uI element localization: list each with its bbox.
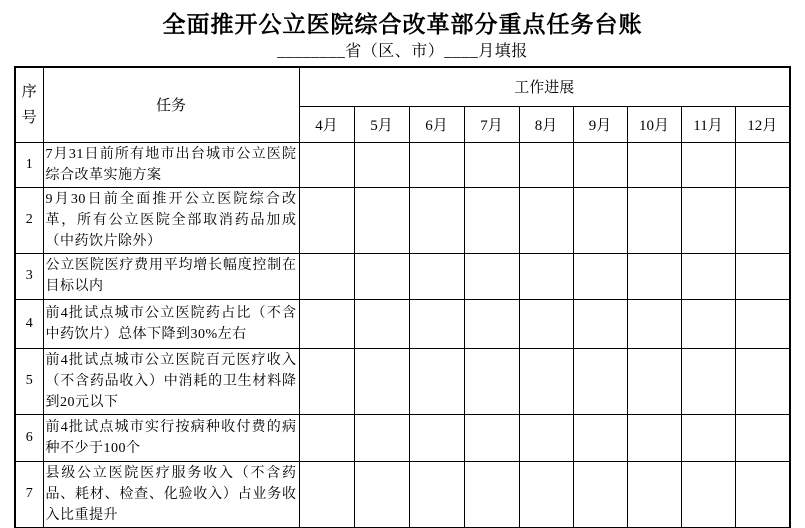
- progress-cell[interactable]: [519, 348, 573, 414]
- column-header-month-may: 5月: [354, 106, 409, 142]
- row-index: 4: [15, 299, 43, 348]
- progress-cell[interactable]: [681, 461, 735, 528]
- progress-cell[interactable]: [464, 414, 519, 461]
- subtitle-fill-in-line: ________省（区、市）____月填报: [277, 43, 528, 60]
- progress-cell[interactable]: [299, 414, 354, 461]
- progress-cell[interactable]: [573, 299, 627, 348]
- page-title: 全面推开公立医院综合改革部分重点任务台账: [162, 12, 643, 37]
- progress-cell[interactable]: [519, 142, 573, 187]
- progress-cell[interactable]: [627, 348, 681, 414]
- progress-cell[interactable]: [573, 142, 627, 187]
- progress-cell[interactable]: [409, 187, 464, 253]
- progress-cell[interactable]: [354, 142, 409, 187]
- table-row: [15, 299, 790, 348]
- progress-cell[interactable]: [681, 299, 735, 348]
- progress-cell[interactable]: [409, 461, 464, 528]
- progress-cell[interactable]: [354, 187, 409, 253]
- progress-cell[interactable]: [681, 142, 735, 187]
- progress-cell[interactable]: [354, 461, 409, 528]
- column-header-progress: 工作进展: [299, 67, 790, 106]
- progress-cell[interactable]: [464, 299, 519, 348]
- task-cell: 7月31日前所有地市出台城市公立医院综合改革实施方案: [43, 142, 299, 187]
- table-row: [15, 142, 790, 187]
- column-header-month-jun: 6月: [409, 106, 464, 142]
- task-ledger-table: [14, 66, 791, 528]
- row-index: 5: [15, 348, 43, 414]
- progress-cell[interactable]: [627, 414, 681, 461]
- row-index: 6: [15, 414, 43, 461]
- progress-cell[interactable]: [299, 461, 354, 528]
- column-header-month-aug: 8月: [519, 106, 573, 142]
- progress-cell[interactable]: [519, 187, 573, 253]
- progress-cell[interactable]: [627, 253, 681, 299]
- progress-cell[interactable]: [627, 187, 681, 253]
- progress-cell[interactable]: [409, 414, 464, 461]
- progress-cell[interactable]: [464, 348, 519, 414]
- progress-cell[interactable]: [627, 299, 681, 348]
- progress-cell[interactable]: [519, 461, 573, 528]
- progress-cell[interactable]: [573, 414, 627, 461]
- header-row-top: [15, 67, 790, 106]
- row-index: 1: [15, 142, 43, 187]
- task-cell: 县级公立医院医疗服务收入（不含药品、耗材、检查、化验收入）占业务收入比重提升: [43, 461, 299, 528]
- progress-cell[interactable]: [519, 253, 573, 299]
- progress-cell[interactable]: [519, 299, 573, 348]
- progress-cell[interactable]: [354, 348, 409, 414]
- progress-cell[interactable]: [681, 348, 735, 414]
- progress-cell[interactable]: [409, 142, 464, 187]
- progress-cell[interactable]: [735, 299, 790, 348]
- task-cell: 公立医院医疗费用平均增长幅度控制在目标以内: [43, 253, 299, 299]
- progress-cell[interactable]: [354, 414, 409, 461]
- progress-cell[interactable]: [299, 187, 354, 253]
- row-index: 3: [15, 253, 43, 299]
- progress-cell[interactable]: [735, 414, 790, 461]
- progress-cell[interactable]: [627, 461, 681, 528]
- column-header-month-dec: 12月: [735, 106, 790, 142]
- progress-cell[interactable]: [409, 253, 464, 299]
- task-cell: 前4批试点城市公立医院药占比（不含中药饮片）总体下降到30%左右: [43, 299, 299, 348]
- progress-cell[interactable]: [681, 414, 735, 461]
- progress-cell[interactable]: [573, 348, 627, 414]
- progress-cell[interactable]: [519, 414, 573, 461]
- row-index: 2: [15, 187, 43, 253]
- progress-cell[interactable]: [299, 348, 354, 414]
- table-row: [15, 187, 790, 253]
- progress-cell[interactable]: [464, 461, 519, 528]
- progress-cell[interactable]: [627, 142, 681, 187]
- progress-cell[interactable]: [409, 348, 464, 414]
- column-header-month-oct: 10月: [627, 106, 681, 142]
- progress-cell[interactable]: [735, 348, 790, 414]
- table-row: [15, 253, 790, 299]
- progress-cell[interactable]: [299, 299, 354, 348]
- column-header-index: 序号: [15, 67, 43, 142]
- row-index: 7: [15, 461, 43, 528]
- table-row: [15, 414, 790, 461]
- progress-cell[interactable]: [681, 187, 735, 253]
- progress-cell[interactable]: [354, 253, 409, 299]
- progress-cell[interactable]: [354, 299, 409, 348]
- progress-cell[interactable]: [735, 461, 790, 528]
- progress-cell[interactable]: [735, 142, 790, 187]
- column-header-month-nov: 11月: [681, 106, 735, 142]
- table-row: [15, 461, 790, 528]
- progress-cell[interactable]: [464, 253, 519, 299]
- column-header-month-apr: 4月: [299, 106, 354, 142]
- task-cell: 前4批试点城市公立医院百元医疗收入（不含药品收入）中消耗的卫生材料降到20元以下: [43, 348, 299, 414]
- progress-cell[interactable]: [299, 253, 354, 299]
- task-cell: 前4批试点城市实行按病种收付费的病种不少于100个: [43, 414, 299, 461]
- progress-cell[interactable]: [573, 461, 627, 528]
- progress-cell[interactable]: [735, 187, 790, 253]
- progress-cell[interactable]: [735, 253, 790, 299]
- progress-cell[interactable]: [409, 299, 464, 348]
- progress-cell[interactable]: [573, 253, 627, 299]
- column-header-month-jul: 7月: [464, 106, 519, 142]
- progress-cell[interactable]: [681, 253, 735, 299]
- table-row: [15, 348, 790, 414]
- column-header-task: 任务: [43, 67, 299, 142]
- progress-cell[interactable]: [464, 142, 519, 187]
- task-cell: 9月30日前全面推开公立医院综合改革，所有公立医院全部取消药品加成（中药饮片除外）: [43, 187, 299, 253]
- progress-cell[interactable]: [573, 187, 627, 253]
- progress-cell[interactable]: [299, 142, 354, 187]
- column-header-month-sep: 9月: [573, 106, 627, 142]
- progress-cell[interactable]: [464, 187, 519, 253]
